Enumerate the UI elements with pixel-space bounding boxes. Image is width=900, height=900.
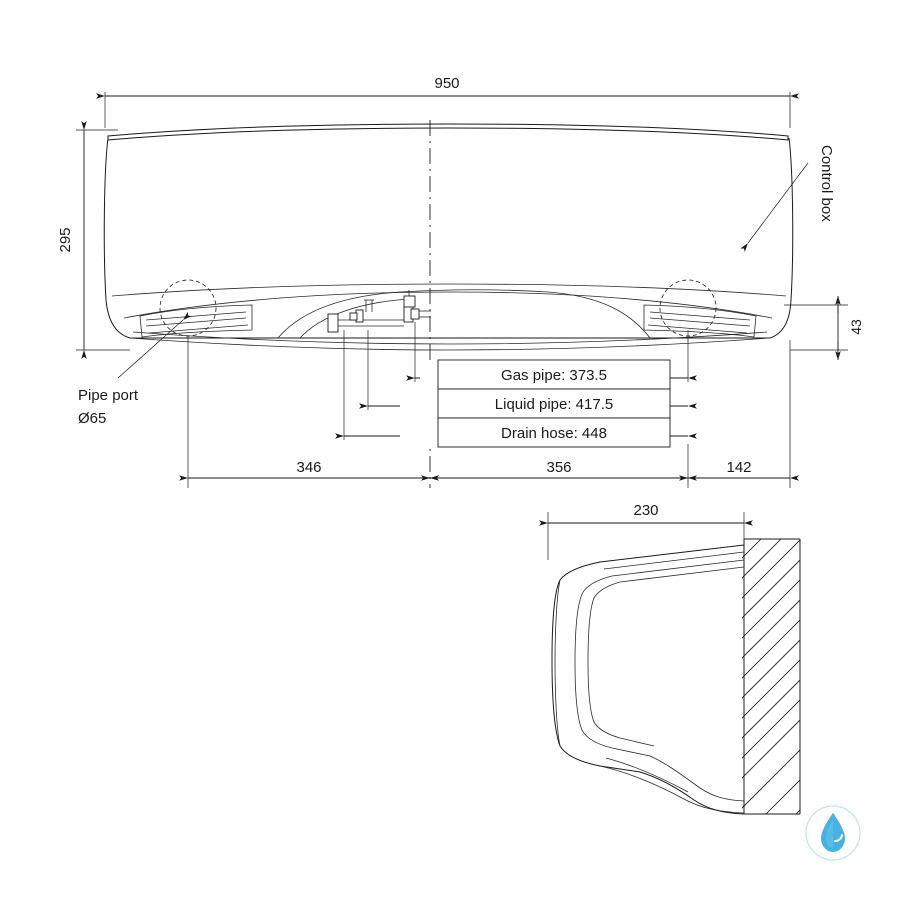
dim-overall-height	[76, 130, 130, 350]
dim-bottom-offset	[784, 296, 848, 360]
label-control-box: Control box	[818, 145, 835, 222]
dim-overall-width	[105, 92, 790, 128]
label-pipe-port-diameter: Ø65	[78, 410, 107, 427]
indoor-unit-front-view	[104, 124, 792, 350]
label-gas-pipe: Gas pipe: 373.5	[501, 367, 607, 384]
leader-control-box	[748, 163, 808, 243]
leader-pipe-port	[118, 320, 183, 378]
label-overall-width: 950	[434, 75, 460, 92]
label-segment-left: 346	[296, 459, 322, 476]
label-pipe-port: Pipe port	[78, 387, 139, 404]
label-drain-hose: Drain hose: 448	[501, 425, 607, 442]
label-segment-middle: 356	[546, 459, 572, 476]
pipe-assembly	[328, 290, 431, 332]
label-side-depth: 230	[633, 502, 659, 519]
label-liquid-pipe: Liquid pipe: 417.5	[494, 396, 614, 413]
label-overall-height: 295	[57, 227, 74, 253]
wall-hatching	[700, 520, 880, 860]
label-bottom-offset: 43	[848, 319, 864, 335]
water-drop-logo	[806, 806, 860, 860]
indoor-unit-side-view	[548, 512, 880, 860]
label-segment-right: 142	[726, 459, 752, 476]
